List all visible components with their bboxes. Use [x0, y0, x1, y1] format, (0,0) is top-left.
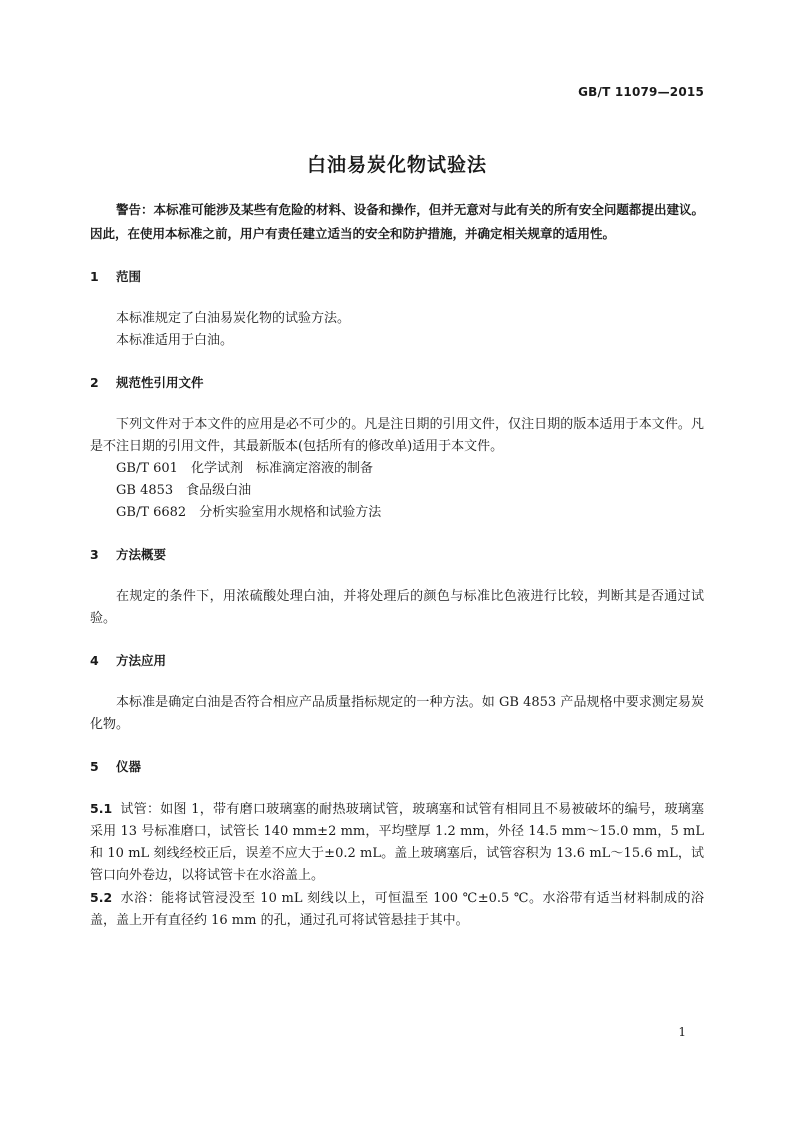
section-heading-4	[90, 650, 704, 672]
section-title: 范围	[116, 269, 142, 284]
reference-item	[90, 458, 704, 480]
clause-number: 5.1	[90, 801, 113, 816]
page-number: 1	[678, 1025, 686, 1039]
paragraph: 下列文件对于本文件的应用是必不可少的。凡是注日期的引用文件，仅注日期的版本适用于本文件。凡是不注日期的引用文件，其最新版本(包括所有的修改单)适用于本文件。	[90, 417, 704, 454]
reference-code: GB/T 601	[116, 461, 178, 476]
section-heading-5	[90, 756, 704, 778]
reference-item	[90, 502, 704, 524]
section-number: 2	[90, 375, 99, 390]
section-title: 方法概要	[116, 547, 167, 562]
section-number: 4	[90, 653, 99, 668]
document-body	[90, 198, 704, 932]
paragraph: 本标准规定了白油易炭化物的试验方法。	[116, 311, 351, 326]
clause-text: 水浴：能将试管浸没至 10 mL 刻线以上，可恒温至 100 ℃±0.5 ℃。水浴带有适当材料制成的浴盖，盖上开有直径约 16 mm 的孔，通过孔可将试管悬挂于其中。	[90, 891, 704, 928]
clause-text: 试管：如图 1，带有磨口玻璃塞的耐热玻璃试管，玻璃塞和试管有相同且不易被破坏的编号，玻璃塞采用 13 号标准磨口，试管长 140 mm±2 mm，平均壁厚 1.2 mm，外径 14.5 mm～15.0 mm，5 mL 和 10 mL 刻线经校正后，误差不应大于±0.2 mL。盖上玻璃塞后，试管容积为 13.6 mL～15.6 mL，试管口向外卷边，以将试管卡在水浴盖上。	[90, 802, 704, 883]
paragraph: 在规定的条件下，用浓硫酸处理白油，并将处理后的颜色与标准比色液进行比较，判断其是否通过试验。	[90, 589, 704, 626]
standard-code: GB/T 11079—2015	[578, 85, 704, 99]
document-title: 白油易炭化物试验法	[306, 154, 487, 176]
section-title: 方法应用	[116, 653, 167, 668]
clause-5-2	[90, 887, 704, 932]
section-heading-3	[90, 544, 704, 566]
warning-text: 警告：本标准可能涉及某些有危险的材料、设备和操作，但并无意对与此有关的所有安全问题都提出建议。因此，在使用本标准之前，用户有责任建立适当的安全和防护措施，并确定相关规章的适用性。	[90, 202, 704, 241]
clause-number: 5.2	[90, 890, 113, 905]
reference-name: 食品级白油	[186, 483, 252, 498]
section-heading-2	[90, 372, 704, 394]
reference-code: GB/T 6682	[116, 505, 187, 520]
section-heading-1	[90, 266, 704, 288]
section-number: 5	[90, 759, 99, 774]
reference-name: 化学试剂 标准滴定溶液的制备	[190, 461, 373, 476]
paragraph: 本标准适用于白油。	[116, 333, 234, 348]
section-number: 1	[90, 269, 99, 284]
reference-item	[90, 480, 704, 502]
section-title: 仪器	[116, 759, 142, 774]
reference-name: 分析实验室用水规格和试验方法	[199, 505, 382, 520]
section-number: 3	[90, 547, 99, 562]
clause-5-1	[90, 798, 704, 887]
paragraph: 本标准是确定白油是否符合相应产品质量指标规定的一种方法。如 GB 4853 产品规格中要求测定易炭化物。	[90, 695, 704, 732]
reference-code: GB 4853	[116, 483, 174, 498]
section-title: 规范性引用文件	[116, 375, 204, 390]
